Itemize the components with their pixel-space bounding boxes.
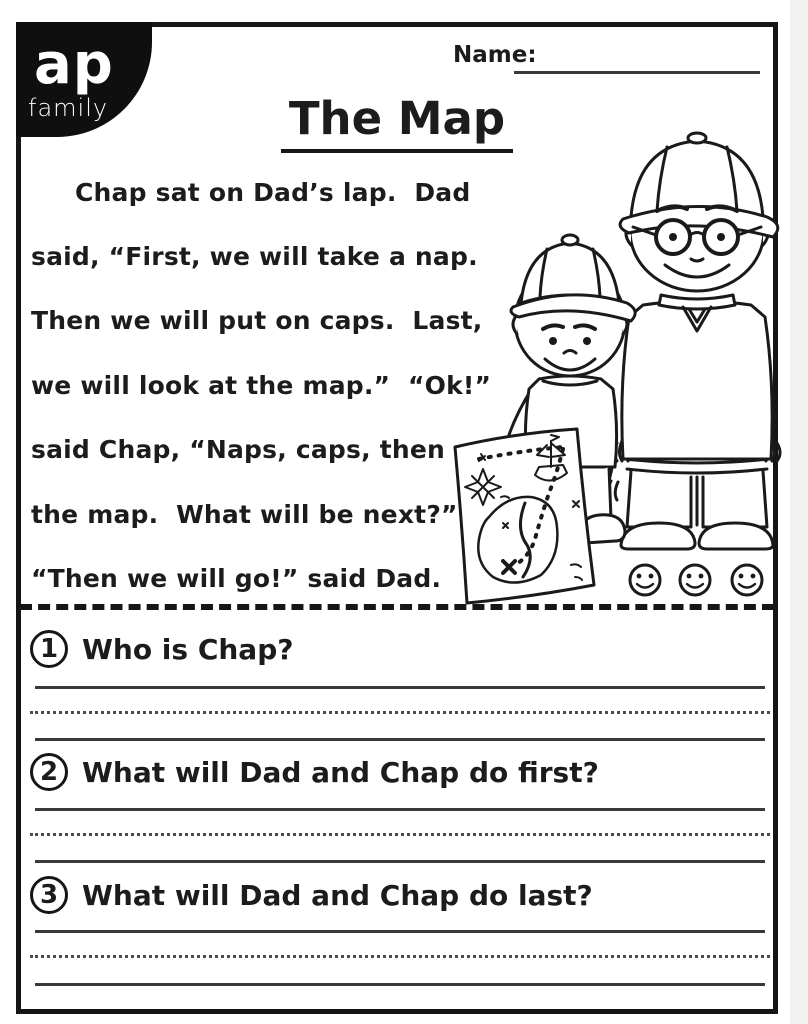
question-1-number: 1	[30, 630, 68, 668]
question-1	[30, 630, 293, 668]
smiley-row	[630, 565, 762, 595]
smiley-icon	[680, 565, 710, 595]
name-write-line	[514, 71, 760, 74]
answer-line-solid	[35, 930, 765, 933]
question-2	[30, 753, 599, 791]
passage-line: Then we will put on caps. Last,	[31, 306, 483, 336]
page-title: The Map	[281, 92, 513, 153]
dashed-divider	[20, 604, 774, 610]
answer-line-solid	[35, 983, 765, 986]
question-2-text: What will Dad and Chap do first?	[82, 755, 599, 789]
question-3-text: What will Dad and Chap do last?	[82, 878, 593, 912]
smiley-icon	[630, 565, 660, 595]
passage-line: “Then we will go!” said Dad.	[31, 564, 442, 594]
scan-edge-strip	[790, 0, 808, 1024]
passage-line: said, “First, we will take a nap.	[31, 242, 478, 272]
word-family-label: family	[28, 94, 109, 122]
child-cap-icon	[511, 235, 635, 321]
answer-line-solid	[35, 860, 765, 863]
answer-line-solid	[35, 808, 765, 811]
question-3-number: 3	[30, 876, 68, 914]
treasure-map-icon	[455, 429, 594, 603]
question-1-text: Who is Chap?	[82, 632, 294, 666]
name-label: Name:	[453, 42, 537, 68]
dad-cap-icon	[620, 133, 778, 237]
passage-line: said Chap, “Naps, caps, then	[31, 435, 445, 465]
word-family-sound: ap	[34, 32, 114, 97]
dad-figure	[614, 133, 780, 549]
answer-line-solid	[35, 738, 765, 741]
passage-line: the map. What will be next?”	[31, 499, 458, 529]
answer-line-dotted	[30, 955, 770, 958]
reading-passage	[31, 160, 492, 611]
dad-and-child-illustration	[445, 125, 785, 605]
smiley-icon	[732, 565, 762, 595]
answer-line-solid	[35, 686, 765, 689]
passage-line: Chap sat on Dad’s lap. Dad	[75, 177, 471, 207]
answer-line-dotted	[30, 711, 770, 714]
question-3	[30, 876, 593, 914]
passage-line: we will look at the map.” “Ok!”	[31, 370, 492, 400]
question-2-number: 2	[30, 753, 68, 791]
answer-line-dotted	[30, 833, 770, 836]
